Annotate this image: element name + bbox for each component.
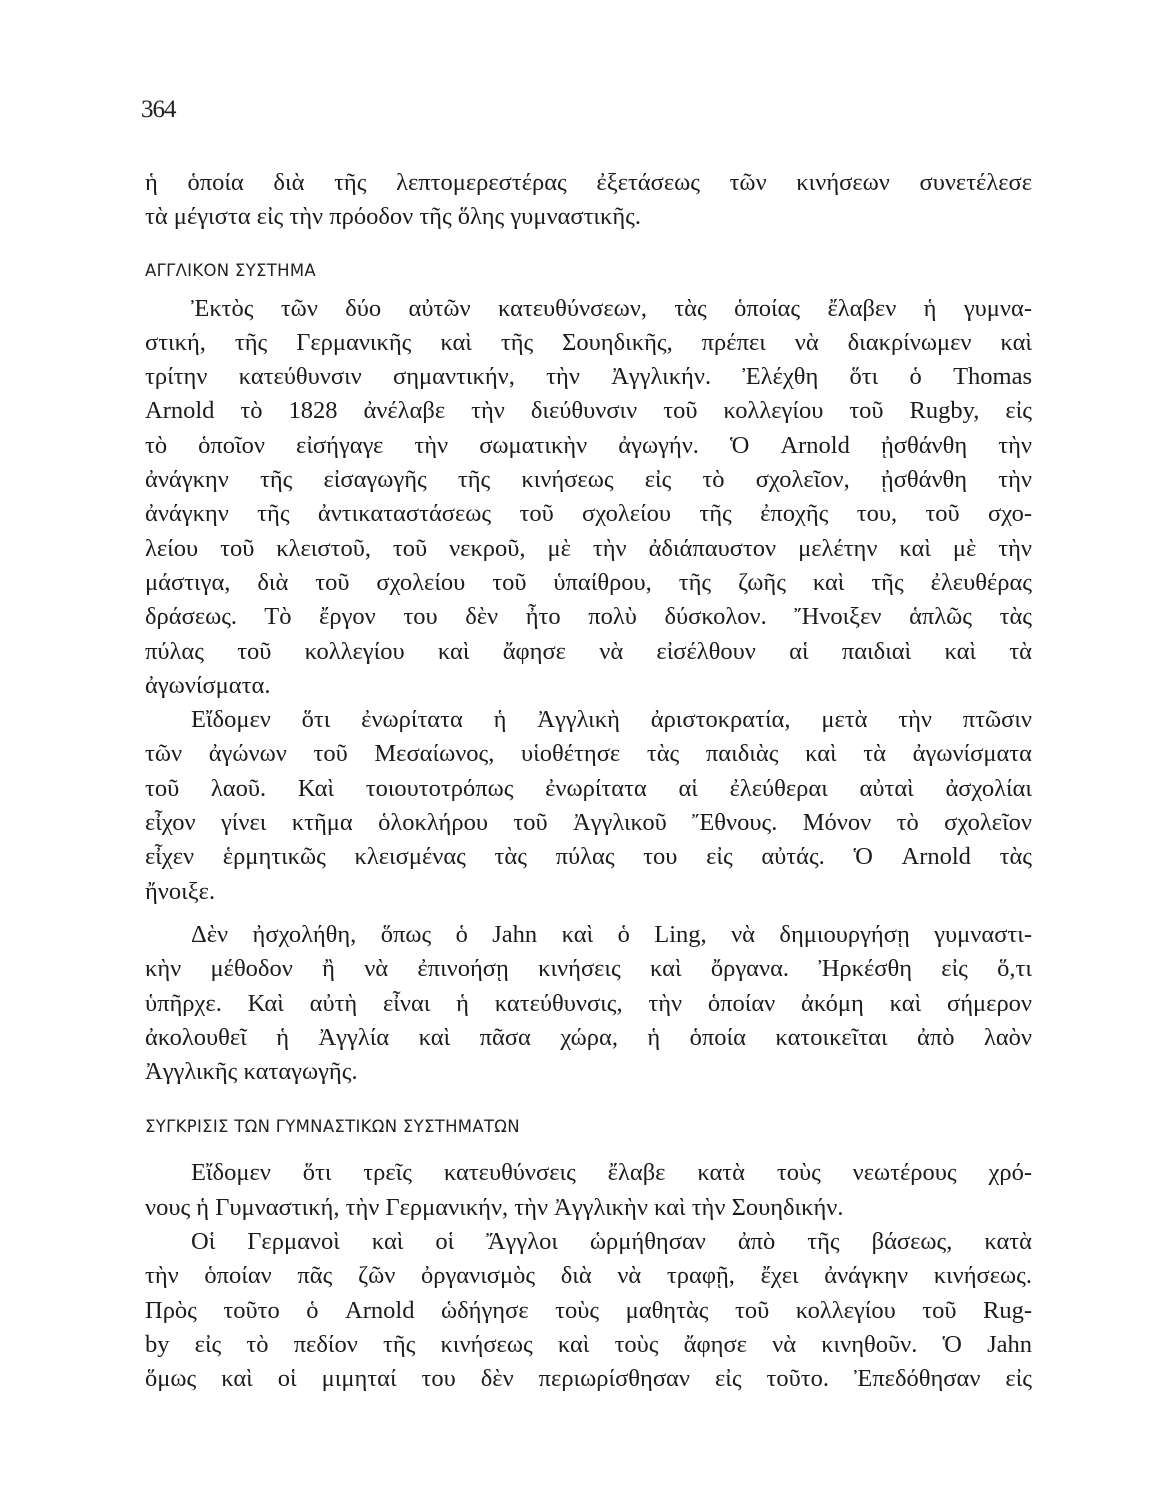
text-line: ἤνοιξε.	[145, 877, 216, 905]
text-line: Οἱ Γερμανοὶ καὶ οἱ Ἄγγλοι ὡρμήθησαν ἀπὸ τῆς βάσεως, κατὰ	[191, 1228, 1032, 1256]
paragraph	[145, 166, 1032, 235]
section-heading: ΑΓΓΛΙΚΟΝ ΣΥΣΤΗΜΑ	[145, 260, 316, 280]
page-body	[145, 166, 1032, 1397]
text-line: κὴν μέθοδον ἢ νὰ ἐπινοήσῃ κινήσεις καὶ ὄργανα. Ἠρκέσθη εἰς ὅ,τι	[145, 955, 1032, 983]
text-line: Ἀγγλικῆς καταγωγῆς.	[145, 1058, 358, 1086]
text-line: τὰ μέγιστα εἰς τὴν πρόοδον τῆς ὅλης γυμναστικῆς.	[145, 203, 641, 231]
text-line: δράσεως. Τὸ ἔργον του δὲν ἦτο πολὺ δύσκολον. Ἤνοιξεν ἁπλῶς τὰς	[145, 603, 1032, 631]
section-heading: ΣΥΓΚΡΙΣΙΣ ΤΩΝ ΓΥΜΝΑΣΤΙΚΩΝ ΣΥΣΤΗΜΑΤΩΝ	[145, 1117, 520, 1137]
text-line: Arnold τὸ 1828 ἀνέλαβε τὴν διεύθυνσιν τοῦ κολλεγίου τοῦ Rugby, εἰς	[145, 397, 1032, 425]
text-line: Πρὸς τοῦτο ὁ Arnold ὡδήγησε τοὺς μαθητὰς τοῦ κολλεγίου τοῦ Rug-	[145, 1296, 1032, 1324]
text-line: ὅμως καὶ οἱ μιμηταί του δὲν περιωρίσθησαν εἰς τοῦτο. Ἐπεδόθησαν εἰς	[145, 1365, 1032, 1393]
text-line: μάστιγα, διὰ τοῦ σχολείου τοῦ ὑπαίθρου, τῆς ζωῆς καὶ τῆς ἐλευθέρας	[145, 568, 1032, 596]
text-line: ἀνάγκην τῆς ἀντικαταστάσεως τοῦ σχολείου τῆς ἐποχῆς του, τοῦ σχο-	[145, 500, 1032, 528]
text-line: ἀνάγκην τῆς εἰσαγωγῆς τῆς κινήσεως εἰς τὸ σχολεῖον, ᾐσθάνθη τὴν	[145, 466, 1032, 494]
paragraph	[145, 1156, 1032, 1225]
text-line: στική, τῆς Γερμανικῆς καὶ τῆς Σουηδικῆς, πρέπει νὰ διακρίνωμεν καὶ	[145, 328, 1032, 356]
text-line: Εἴδομεν ὅτι τρεῖς κατευθύνσεις ἔλαβε κατὰ τοὺς νεωτέρους χρό-	[191, 1159, 1032, 1187]
text-line: εἶχον γίνει κτῆμα ὁλοκλήρου τοῦ Ἀγγλικοῦ Ἔθνους. Μόνον τὸ σχολεῖον	[145, 809, 1032, 837]
text-line: τὴν ὁποίαν πᾶς ζῶν ὀργανισμὸς διὰ νὰ τραφῇ, ἔχει ἀνάγκην κινήσεως.	[145, 1262, 1032, 1290]
paragraph	[145, 1225, 1032, 1396]
text-line: πύλας τοῦ κολλεγίου καὶ ἄφησε νὰ εἰσέλθουν αἱ παιδιαὶ καὶ τὰ	[145, 637, 1032, 665]
paragraph	[145, 703, 1032, 909]
text-line: ἀκολουθεῖ ἡ Ἀγγλία καὶ πᾶσα χώρα, ἡ ὁποία κατοικεῖται ἀπὸ λαὸν	[145, 1023, 1032, 1051]
text-line: λείου τοῦ κλειστοῦ, τοῦ νεκροῦ, μὲ τὴν ἀδιάπαυστον μελέτην καὶ μὲ τὴν	[145, 534, 1032, 562]
text-line: νους ἡ Γυμναστική, τὴν Γερμανικήν, τὴν Ἀγγλικὴν καὶ τὴν Σουηδικήν.	[145, 1193, 844, 1221]
text-line: ἡ ὁποία διὰ τῆς λεπτομερεστέρας ἐξετάσεως τῶν κινήσεων συνετέλεσε	[145, 169, 1032, 196]
page-number: 364	[141, 96, 176, 123]
paragraph	[145, 292, 1032, 704]
text-line: Δὲν ἠσχολήθη, ὅπως ὁ Jahn καὶ ὁ Ling, νὰ δημιουργήσῃ γυμναστι-	[191, 920, 1032, 948]
text-line: εἶχεν ἑρμητικῶς κλεισμένας τὰς πύλας του εἰς αὐτάς. Ὁ Arnold τὰς	[145, 843, 1032, 871]
text-line: τὸ ὁποῖον εἰσήγαγε τὴν σωματικὴν ἀγωγήν. Ὁ Arnold ᾐσθάνθη τὴν	[145, 431, 1032, 459]
text-line: ἀγωνίσματα.	[145, 671, 271, 699]
text-line: ὑπῆρχε. Καὶ αὐτὴ εἶναι ἡ κατεύθυνσις, τὴν ὁποίαν ἀκόμη καὶ σήμερον	[145, 989, 1032, 1017]
text-line: Ἐκτὸς τῶν δύο αὐτῶν κατευθύνσεων, τὰς ὁποίας ἔλαβεν ἡ γυμνα-	[191, 294, 1032, 322]
text-line: Εἴδομεν ὅτι ἐνωρίτατα ἡ Ἀγγλικὴ ἀριστοκρατία, μετὰ τὴν πτῶσιν	[191, 706, 1032, 734]
text-line: τοῦ λαοῦ. Καὶ τοιουτοτρόπως ἐνωρίτατα αἱ ἐλεύθεραι αὐταὶ ἀσχολίαι	[145, 774, 1032, 802]
paragraph	[145, 918, 1032, 1089]
text-line: τῶν ἀγώνων τοῦ Μεσαίωνος, υἱοθέτησε τὰς παιδιὰς καὶ τὰ ἀγωνίσματα	[145, 740, 1032, 768]
text-line: by εἰς τὸ πεδίον τῆς κινήσεως καὶ τοὺς ἄφησε νὰ κινηθοῦν. Ὁ Jahn	[145, 1330, 1032, 1358]
text-line: τρίτην κατεύθυνσιν σημαντικήν, τὴν Ἀγγλικήν. Ἐλέχθη ὅτι ὁ Thomas	[145, 363, 1032, 391]
